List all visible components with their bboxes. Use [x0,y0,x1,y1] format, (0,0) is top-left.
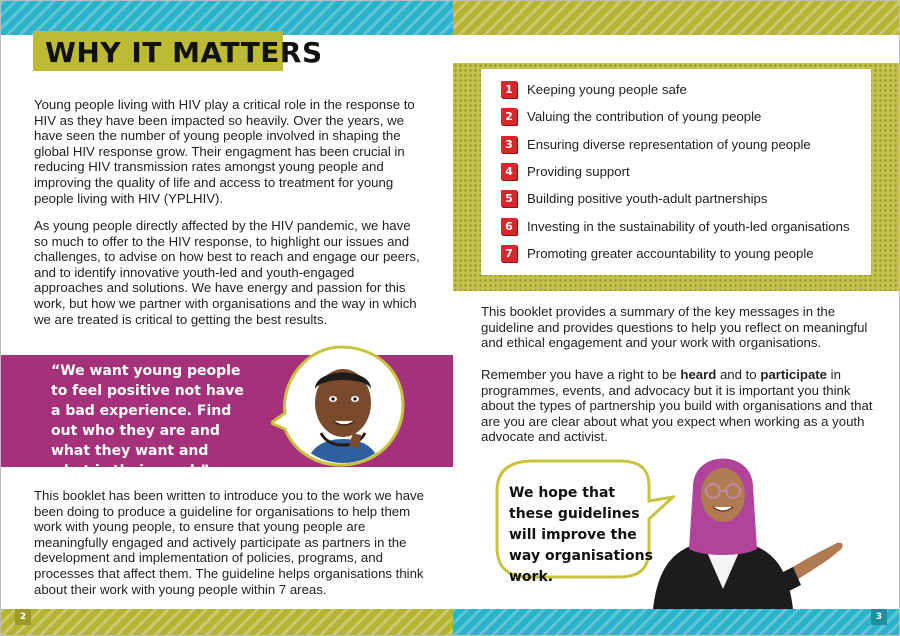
area-label: Providing support [527,164,630,179]
area-label: Valuing the contribution of young people [527,109,762,124]
page-title: WHY IT MATTERS [45,36,323,69]
area-number-badge: 7 [501,245,517,262]
list-item [501,136,861,154]
quote-text: “We want young people to feel positive not have a bad experience. Find out who they are and what they want and what is their need.” [51,363,244,479]
list-item [501,108,861,126]
rights-paragraph [481,367,873,445]
area-label: Building positive youth-adult partnerships [527,191,768,206]
list-item [501,163,861,181]
participate-emphasis: participate [760,367,828,382]
speech-bubble-text: We hope that these guidelines will improve the way organisations work. [509,485,653,585]
young-woman-illustration [633,439,853,609]
area-label: Ensuring diverse representation of young people [527,137,811,152]
heard-emphasis: heard [680,367,717,382]
page-number-left: 2 [15,609,31,625]
rights-text-2: and to [716,367,761,382]
area-number-badge: 6 [501,218,517,235]
bottom-band-left [1,609,453,636]
young-man-illustration [271,341,411,473]
summary-paragraph: This booklet provides a summary of the key messages in the guideline and provides questions to help you reflect on meaningful and ethical engagement and your work with organisations. [481,304,868,351]
area-label: Keeping young people safe [527,82,687,97]
area-number-badge: 1 [501,81,517,98]
area-number-badge: 5 [501,190,517,207]
intro-paragraph: Young people living with HIV play a critical role in the response to HIV as they have been impacted so heavily. Over the years, we have seen the number of young people involved in shaping the global HIV response grow. Their engagment has been crucial in reducing HIV transmission rates amongst young people and improving the quality of life and access to treatment for young people living with HIV (YPLHIV). [34,97,415,206]
area-number-badge: 2 [501,108,517,125]
area-number-badge: 3 [501,136,517,153]
area-label: Investing in the sustainability of youth-led organisations [527,219,850,234]
list-item [501,190,861,208]
bottom-band-right [453,609,900,636]
list-item [501,245,861,263]
third-paragraph: This booklet has been written to introduce you to the work we have been doing to produce a guideline for organisations to help them work with young people, to ensure that young people are meaningfully engaged and actively participate as partners in the development and implementation of policies, programs, and processes that affect them. The guideline helps organisations think about their work with young people within 7 areas. [34,488,424,597]
rights-text-1: Remember you have a right to be [481,367,681,382]
area-label: Promoting greater accountability to young people [527,246,814,261]
rights-text-3: in programmes, events, and advocacy but it is important you think about the types of partnership you build with organisations and that are you are clear about what you expect when working as a youth advocate and activist. [481,367,873,445]
second-paragraph: As young people directly affected by the HIV pandemic, we have so much to offer to the HIV response, to highlight our issues and challenges, to advise on how best to reach and engage our peers, and to identify innovative youth-led and youth-engaged approaches and solutions. We have energy and passion for this work, but how we partner with organisations and the way in which we are treated is critical to getting the best results. [34,218,420,327]
top-band-right [453,1,900,35]
list-item [501,81,861,99]
area-number-badge: 4 [501,163,517,180]
top-band-left [1,1,453,35]
page-number-right: 3 [871,609,887,625]
list-item [501,218,861,236]
